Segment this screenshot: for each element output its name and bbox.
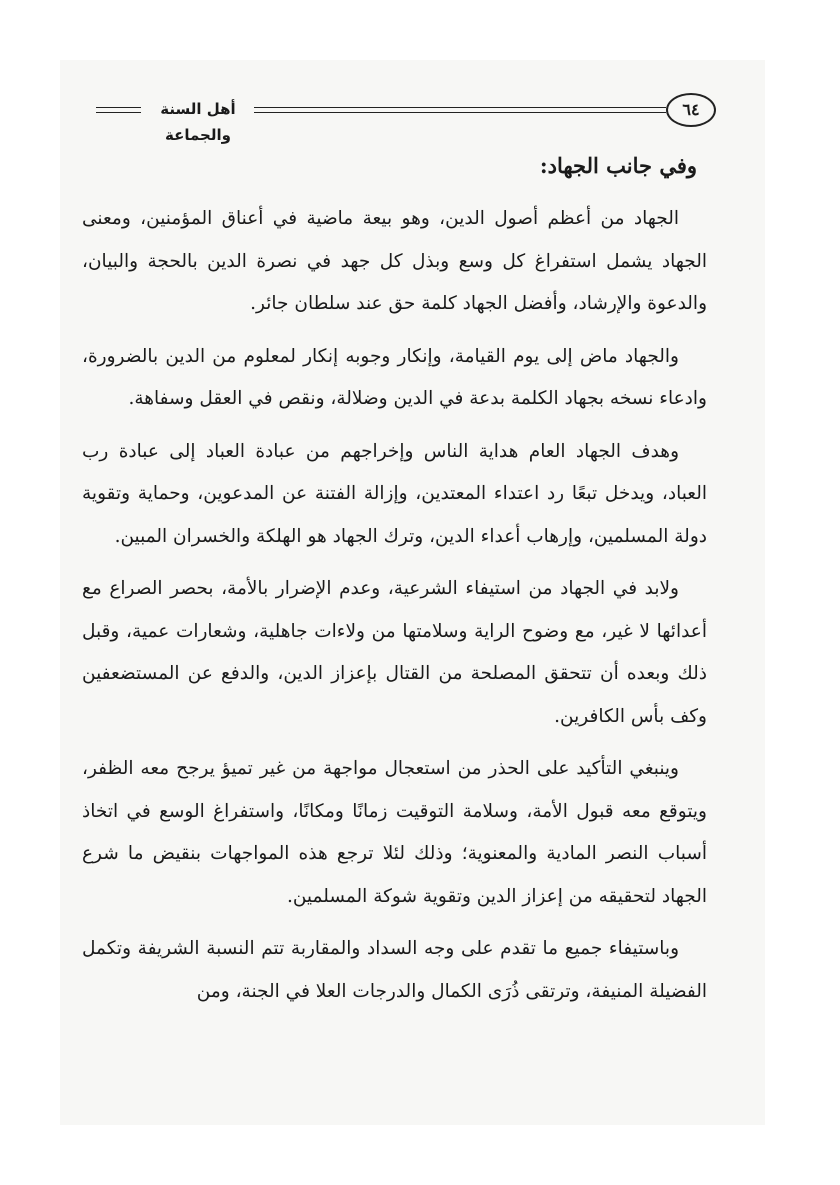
paragraph-4: ولابد في الجهاد من استيفاء الشرعية، وعدم الإضرار بالأمة، بحصر الصراع مع أعدائها لا غير، مع وضوح الراية وسلامتها من ولاءات جاهلية، وشعارات عمية، وقبل ذلك وبعده أن تتحقق المصلحة من القتال بإعزاز الدين، والدفع عن المستضعفين وكف بأس الكافرين. (82, 578, 707, 727)
paragraph-1: الجهاد من أعظم أصول الدين، وهو بيعة ماضية في أعناق المؤمنين، ومعنى الجهاد يشمل استفراغ كل وسع وبذل كل جهد في نصرة الدين بالحجة والبيان، والدعوة والإرشاد، وأفضل الجهاد كلمة حق عند سلطان جائر. (82, 208, 707, 314)
paragraph-2: والجهاد ماض إلى يوم القيامة، وإنكار وجوبه إنكار لمعلوم من الدين بالضرورة، وادعاء نسخه بجهاد الكلمة بدعة في الدين وضلالة، ونقص في العقل وسفاهة. (82, 345, 707, 409)
paragraph-6: وباستيفاء جميع ما تقدم على وجه السداد والمقاربة تتم النسبة الشريفة وتكمل الفضيلة المنيفة، وترتقى ذُرَى الكمال والدرجات العلا في الجنة، ومن (82, 938, 707, 1002)
header-rule-right-bottom (254, 112, 666, 113)
section-heading: وفي جانب الجهاد: (539, 153, 697, 178)
page-header (96, 96, 716, 144)
paragraph-5: وينبغي التأكيد على الحذر من استعجال مواجهة من غير تميؤ يرجح معه الظفر، ويتوقع معه قبول الأمة، وسلامة التوقيت زمانًا ومكانًا، واستفراغ الوسع في اتخاذ أسباب النصر المادية والمعنوية؛ وذلك لئلا ترجع هذه المواجهات بنقيض ما شرع الجهاد لتحقيقه من إعزاز الدين وتقوية شوكة المسلمين. (82, 758, 707, 907)
header-rule-right-top (254, 107, 666, 108)
header-rule-left-bottom (96, 112, 141, 113)
page-body (82, 148, 707, 1023)
page-number: ٦٤ (666, 93, 716, 127)
running-title: أهل السنة والجماعة (160, 100, 236, 144)
header-rule-left-top (96, 107, 141, 108)
paragraph-3: وهدف الجهاد العام هداية الناس وإخراجهم من عبادة العباد إلى عبادة رب العباد، ويدخل تبعًا رد اعتداء المعتدين، وإزالة الفتنة عن المدعوين، وحماية وتقوية دولة المسلمين، وإرهاب أعداء الدين، وترك الجهاد هو الهلكة والخسران المبين. (82, 440, 707, 547)
